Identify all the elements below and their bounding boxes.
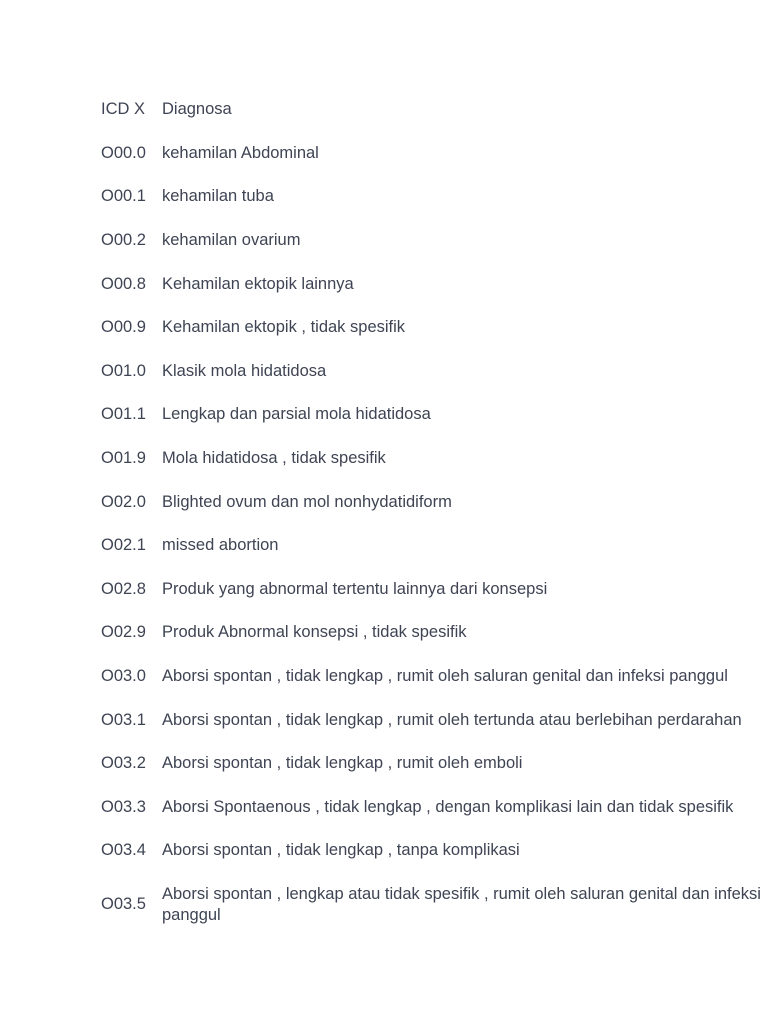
- table-row: [101, 437, 768, 481]
- diagnosis-text: Mola hidatidosa , tidak spesifik: [162, 449, 386, 468]
- table-header-row: [101, 88, 768, 132]
- icd-code: O02.8: [101, 579, 146, 598]
- icd-code: O00.8: [101, 274, 146, 293]
- icd-code: O03.3: [101, 797, 146, 816]
- diagnosis-text: missed abortion: [162, 536, 279, 555]
- table-row: [101, 611, 768, 655]
- icd-code: O02.0: [101, 492, 146, 511]
- table-row: [101, 698, 768, 742]
- icd-code: O00.1: [101, 187, 146, 206]
- table-row: [101, 568, 768, 612]
- icd-code: O03.5: [101, 895, 146, 914]
- icd-code: O03.2: [101, 754, 146, 773]
- diagnosis-text: kehamilan Abdominal: [162, 143, 319, 162]
- icd-code: O03.4: [101, 841, 146, 860]
- icd-code: O03.1: [101, 710, 146, 729]
- diagnosis-line-2: panggul: [162, 905, 221, 924]
- icd-code: O01.9: [101, 449, 146, 468]
- column-header-diagnosis: Diagnosa: [162, 100, 232, 119]
- diagnosis-text: Produk yang abnormal tertentu lainnya dari konsepsi: [162, 579, 548, 598]
- diagnosis-text: Aborsi spontan , tidak lengkap , tanpa komplikasi: [162, 841, 520, 860]
- table-row: [101, 655, 768, 699]
- diagnosis-text: Blighted ovum dan mol nonhydatidiform: [162, 492, 452, 511]
- diagnosis-text: Aborsi spontan , tidak lengkap , rumit oleh emboli: [162, 754, 523, 773]
- column-header-code: ICD X: [101, 100, 146, 119]
- icd-code: O00.0: [101, 143, 146, 162]
- diagnosis-text: kehamilan tuba: [162, 187, 274, 206]
- diagnosis-text: kehamilan ovarium: [162, 231, 301, 250]
- diagnosis-line-1: Aborsi spontan , lengkap atau tidak spesifik , rumit oleh saluran genital dan infeksi: [162, 884, 761, 903]
- table-row: [101, 480, 768, 524]
- icd-code: O01.0: [101, 361, 146, 380]
- table-row: [101, 786, 768, 830]
- icd-code: O03.0: [101, 667, 146, 686]
- table-row: [101, 350, 768, 394]
- table-row: [101, 219, 768, 263]
- diagnosis-text: Lengkap dan parsial mola hidatidosa: [162, 405, 431, 424]
- icd-code: O02.1: [101, 536, 146, 555]
- table-row: [101, 524, 768, 568]
- icd-code: O00.2: [101, 231, 146, 250]
- diagnosis-text: Aborsi Spontaenous , tidak lengkap , dengan komplikasi lain dan tidak spesifik: [162, 797, 734, 816]
- diagnosis-text: Produk Abnormal konsepsi , tidak spesifik: [162, 623, 467, 642]
- diagnosis-text: [162, 884, 768, 926]
- diagnosis-text: Kehamilan ektopik lainnya: [162, 274, 354, 293]
- icd-code: O01.1: [101, 405, 146, 424]
- table-row: [101, 742, 768, 786]
- icd-code: O00.9: [101, 318, 146, 337]
- diagnosis-text: Aborsi spontan , tidak lengkap , rumit oleh tertunda atau berlebihan perdarahan: [162, 710, 742, 729]
- icd-code: O02.9: [101, 623, 146, 642]
- table-row: [101, 829, 768, 873]
- table-body: [101, 132, 768, 873]
- diagnosis-text: Kehamilan ektopik , tidak spesifik: [162, 318, 406, 337]
- diagnosis-text: Klasik mola hidatidosa: [162, 361, 327, 380]
- icd-diagnosis-table: [101, 88, 768, 937]
- diagnosis-text: Aborsi spontan , tidak lengkap , rumit oleh saluran genital dan infeksi panggul: [162, 667, 728, 686]
- table-row: [101, 262, 768, 306]
- table-row: [101, 393, 768, 437]
- table-row: [101, 132, 768, 176]
- table-row: [101, 306, 768, 350]
- table-row: [101, 175, 768, 219]
- table-row: [101, 873, 768, 937]
